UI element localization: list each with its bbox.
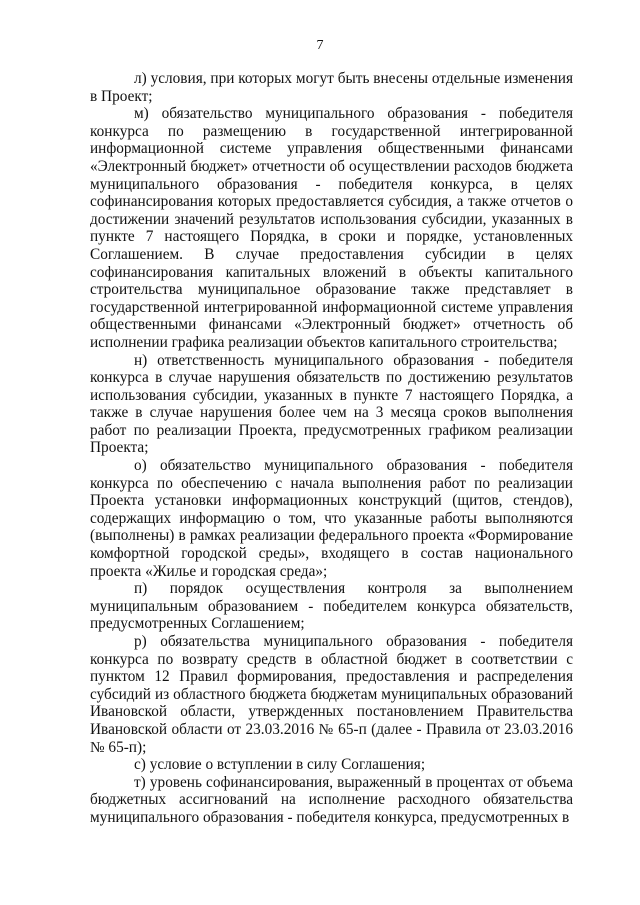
paragraph-n-responsibility: н) ответственность муниципального образования - победителя конкурса в случае нарушения обязательств по достижению результатов использования субсидии, указанных в пункте 7 настоящего Порядка, а также в случае нарушения более чем на 3 месяца сроков выполнения работ по реализации Проекта, предусмотренных графиком реализации Проекта; bbox=[90, 351, 573, 457]
paragraph-s-entry-into-force: с) условие о вступлении в силу Соглашения; bbox=[134, 756, 426, 774]
paragraph-l-amendment-conditions: л) условия, при которых могут быть внесены отдельные изменения в Проект; bbox=[90, 70, 573, 105]
document-body bbox=[90, 70, 573, 827]
paragraph-t-cofinancing-level: т) уровень софинансирования, выраженный в процентах от объема бюджетных ассигнований на исполнение расходного обязательства муниципального образования - победителя конкурса, предусмотренных в bbox=[90, 773, 573, 826]
page-number: 7 bbox=[316, 38, 324, 53]
paragraph-r-refund-obligations: р) обязательства муниципального образования - победителя конкурса по возврату средств в областной бюджет в соответствии с пунктом 12 Правил формирования, предоставления и распределения субсидий из областного бюджета бюджетам муниципальных образований Ивановской области, утвержденных постановлением Правительства Ивановской области от 23.03.2016 № 65-п (далее - Правила от 23.03.2016 № 65-п); bbox=[90, 633, 573, 756]
paragraph-p-control-procedure: п) порядок осуществления контроля за выполнением муниципальным образованием - победителем конкурса обязательств, предусмотренных Соглашением; bbox=[90, 580, 573, 633]
paragraph-o-information-boards: о) обязательство муниципального образования - победителя конкурса по обеспечению с начала выполнения работ по реализации Проекта установки информационных конструкций (щитов, стендов), содержащих информацию о том, что указанные работы выполняются (выполнены) в рамках реализации федерального проекта «Формирование комфортной городской среды», входящего в состав национального проекта «Жилье и городская среда»; bbox=[90, 457, 573, 580]
paragraph-m-reporting-obligation: м) обязательство муниципального образования - победителя конкурса по размещению в государственной интегрированной информационной системе управления общественными финансами «Электронный бюджет» отчетности об осуществлении расходов бюджета муниципального образования - победителя конкурса, в целях софинансирования которых предоставляется субсидия, а также отчетов о достижении значений результатов использования субсидии, указанных в пункте 7 настоящего Порядка, в сроки и порядке, установленных Соглашением. В случае предоставления субсидии в целях софинансирования капитальных вложений в объекты капитального строительства муниципальное образование также представляет в государственной интегрированной информационной системе управления общественными финансами «Электронный бюджет» отчетность об исполнении графика реализации объектов капитального строительства; bbox=[90, 105, 573, 351]
